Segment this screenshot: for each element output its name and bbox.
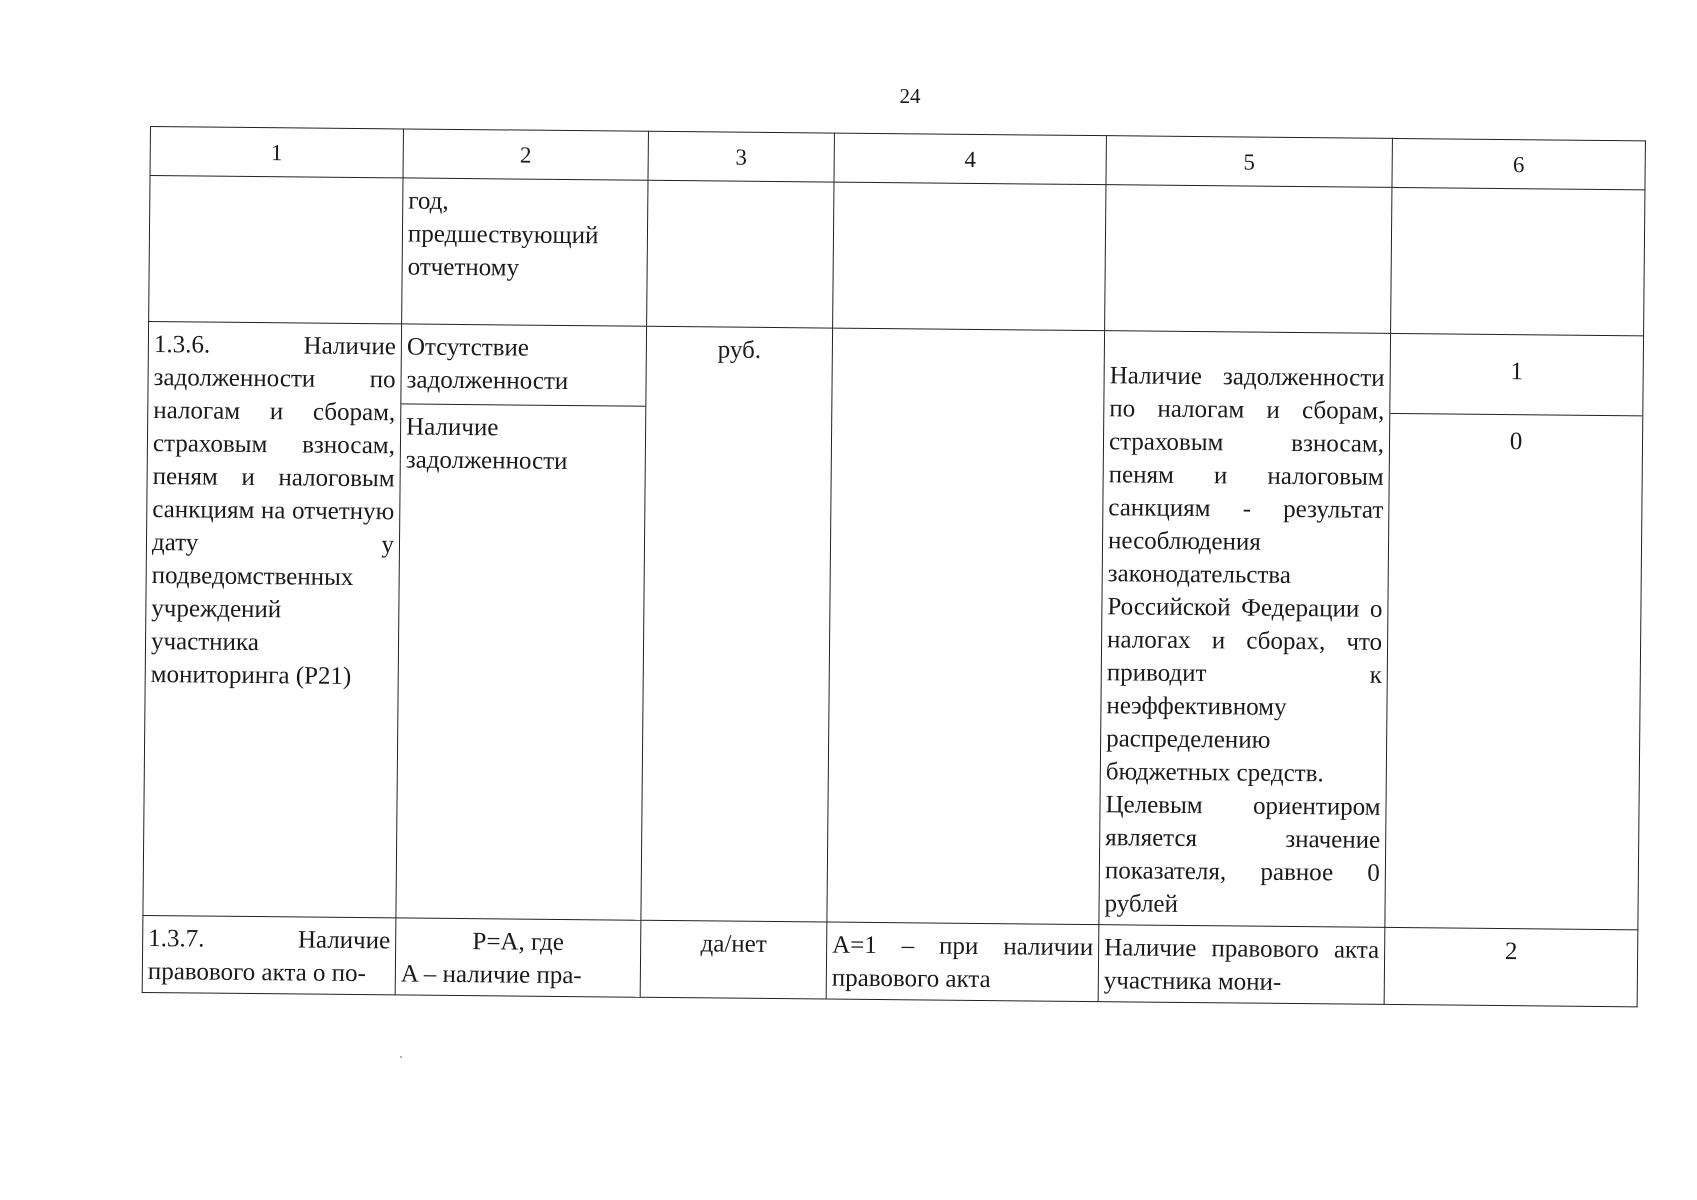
column-header-3: 3 — [648, 131, 834, 182]
continuation-text: год, предшествующий отчетному — [402, 178, 648, 326]
column-header-5: 5 — [1106, 136, 1392, 188]
indicator-name: 1.3.7. Наличие правового акта о по- — [142, 915, 396, 994]
option-no-debt: Отсутствие задолженности — [401, 324, 646, 406]
target-text: Целевым ориентиром является значение показателя, равное 0 рублей — [1104, 791, 1381, 918]
cell-empty — [833, 182, 1106, 331]
indicator-row-1-3-7 — [142, 915, 1638, 1006]
comment-cell: A=1 – при наличии правового акта — [826, 922, 1099, 1002]
column-header-4: 4 — [834, 133, 1106, 185]
score: 2 — [1384, 927, 1638, 1006]
formula-definition: A – наличие пра- — [400, 960, 582, 990]
scan-artifact — [400, 1056, 402, 1058]
cell-empty — [1391, 187, 1645, 335]
indicator-name: 1.3.6. Наличие задолженности по налогам и сборам, страховым взносам, пеням и налоговым санкциям на отчетную дату у подведомственных учреждений участника мониторинга (P21) — [143, 321, 402, 917]
rationale-text: Наличие задолженности по налогам и сборам, страховым взносам, пеням и налоговым санкциям - результат несоблюдения законодательства Российской Федерации о налогах и сборах, что приводит к неэффективному распределению бюджетных средств. — [1105, 362, 1385, 788]
cell-empty — [1105, 185, 1392, 334]
comment-cell — [827, 328, 1105, 925]
continuation-row — [149, 176, 1645, 336]
page-number: 24 — [899, 84, 921, 108]
calculation-formula — [395, 918, 641, 997]
indicator-rationale — [1099, 331, 1391, 928]
score-debt: 0 — [1509, 428, 1523, 456]
option-debt: Наличие задолженности — [405, 413, 568, 476]
scores — [1385, 333, 1644, 929]
cell-empty — [149, 176, 403, 324]
indicator-rationale: Наличие правового акта участника мони- — [1098, 925, 1385, 1005]
cell-empty — [647, 180, 834, 328]
column-header-6: 6 — [1392, 138, 1645, 189]
unit-of-measure: руб. — [641, 326, 833, 922]
column-header-2: 2 — [403, 129, 648, 180]
indicator-row-1-3-6 — [143, 321, 1644, 929]
formula-line: P=A, где — [472, 928, 564, 957]
indicator-table — [142, 126, 1646, 1007]
calculation-options — [396, 324, 647, 920]
score-no-debt: 1 — [1390, 334, 1643, 416]
unit-of-measure: да/нет — [640, 920, 827, 999]
column-header-1: 1 — [150, 127, 403, 178]
